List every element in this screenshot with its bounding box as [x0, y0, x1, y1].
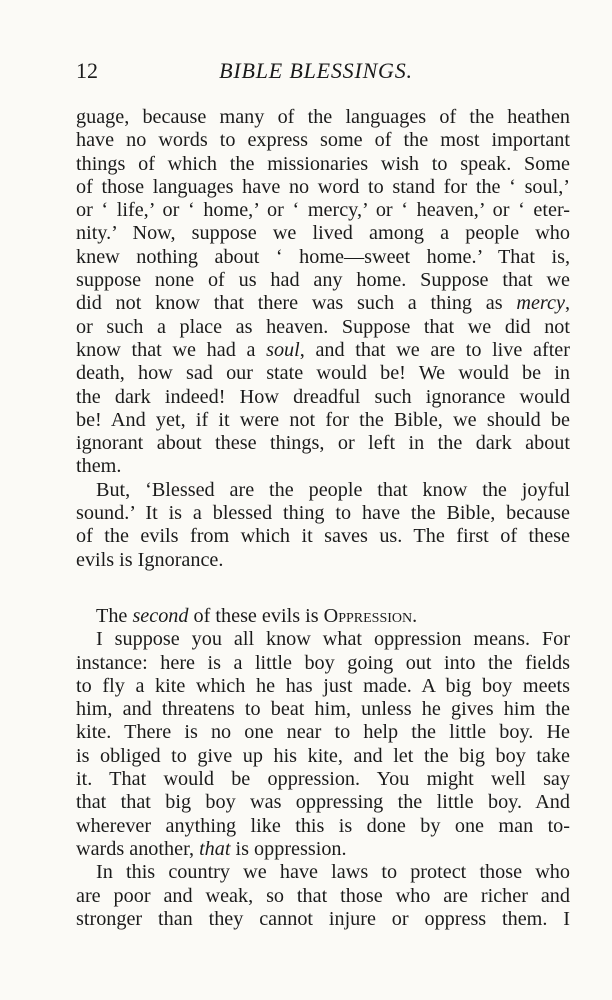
text-line: But, ‘Blessed are the people that know the joyful: [96, 478, 570, 501]
text-line: instance: here is a little boy going out into the fields: [76, 651, 570, 674]
text-run: is oppression.: [230, 837, 347, 860]
text-run: of these evils is: [188, 604, 324, 627]
text-line: I suppose you all know what oppression means. For: [96, 628, 570, 651]
text-line: is obliged to give up his kite, and let the big boy take: [76, 744, 570, 767]
text-run: did not know that there was such a thing as: [76, 292, 517, 315]
text-line: things of which the missionaries wish to speak. Some: [76, 152, 570, 175]
paragraph-laws: [76, 861, 570, 931]
text-run: , and that we are to live after: [299, 338, 570, 361]
text-line: of the evils from which it saves us. The first of these: [76, 525, 570, 548]
text-line: stronger than they cannot injure or oppress them. I: [76, 907, 570, 930]
emphasis-soul: soul: [266, 338, 300, 361]
small-caps-oppression: Oppression.: [323, 604, 418, 627]
text-line: suppose none of us had any home. Suppose that we: [76, 269, 570, 292]
text-line: nity.’ Now, suppose we lived among a people who: [76, 222, 570, 245]
text-line: the dark indeed! How dreadful such ignorance would: [76, 385, 570, 408]
text-line: it. That would be oppression. You might well say: [76, 768, 570, 791]
text-line: death, how sad our state would be! We would be in: [76, 362, 570, 385]
text-line: knew nothing about ‘ home—sweet home.’ That is,: [76, 245, 570, 268]
text-line: be! And yet, if it were not for the Bible, we should be: [76, 408, 570, 431]
paragraph-blessed: [76, 479, 570, 572]
section-gap: [76, 572, 570, 605]
text-line: guage, because many of the languages of the heathen: [76, 106, 570, 128]
text-line: kite. There is no one near to help the little boy. He: [76, 721, 570, 744]
emphasis-mercy: mercy: [516, 292, 565, 315]
text-run: The: [96, 604, 133, 627]
text-line: them.: [76, 455, 122, 478]
text-line: him, and threatens to beat him, unless he gives him the: [76, 698, 570, 721]
text-line: wherever anything like this is done by one man to-: [76, 814, 570, 837]
text-line: or such a place as heaven. Suppose that we did not: [76, 315, 570, 338]
paragraph-second-evil: [76, 605, 570, 628]
text-line: [76, 292, 570, 315]
emphasis-second: second: [132, 604, 189, 627]
text-line: sound.’ It is a blessed thing to have the Bible, because: [76, 502, 570, 525]
emphasis-that: that: [199, 837, 231, 860]
running-title: BIBLE BLESSINGS.: [219, 58, 413, 83]
text-line: [76, 605, 570, 628]
text-line: [76, 838, 570, 861]
page-header: [76, 58, 556, 84]
text-line: or ‘ life,’ or ‘ home,’ or ‘ mercy,’ or ‘ heaven,’ or ‘ eter-: [76, 199, 570, 222]
page-body: [76, 106, 570, 931]
text-line: of those languages have no word to stand for the ‘ soul,’: [76, 175, 570, 198]
paragraph-kite: [76, 628, 570, 861]
text-line: ignorant about these things, or left in the dark about: [76, 432, 570, 455]
text-line: have no words to express some of the most important: [76, 129, 570, 152]
text-line: [76, 339, 570, 362]
page-number: 12: [76, 58, 98, 83]
text-run: know that we had a: [76, 338, 267, 361]
text-line: to fly a kite which he has just made. A big boy meets: [76, 674, 570, 697]
paragraph-ignorance: [76, 106, 570, 479]
text-line: In this country we have laws to protect those who: [96, 861, 570, 884]
text-line: that that big boy was oppressing the little boy. And: [76, 791, 570, 814]
text-line: evils is Ignorance.: [76, 548, 224, 571]
text-line: are poor and weak, so that those who are richer and: [76, 884, 570, 907]
text-run: ,: [564, 292, 570, 315]
text-run: wards another,: [76, 837, 200, 860]
